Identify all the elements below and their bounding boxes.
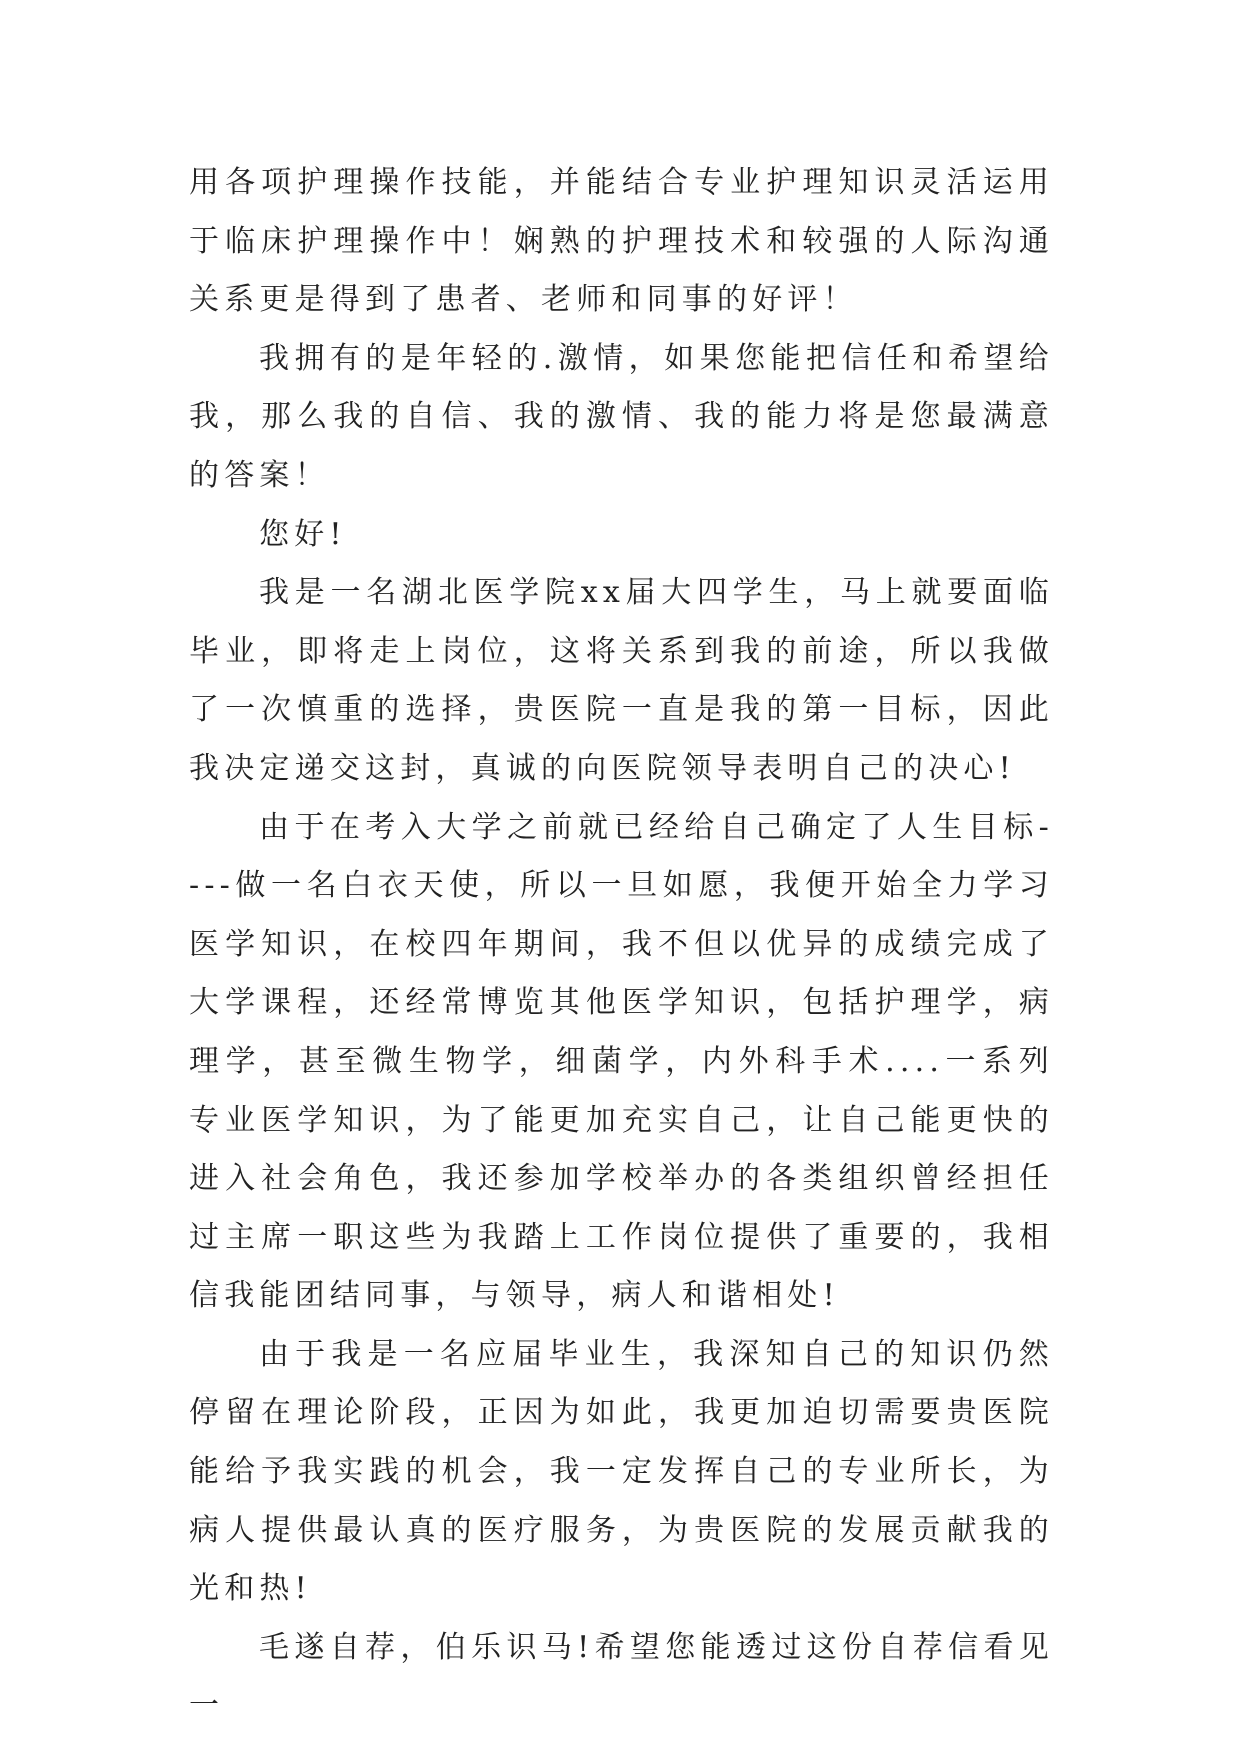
paragraph-closing: 毛遂自荐，伯乐识马!希望您能透过这份自荐信看见一 (189, 1629, 1054, 1724)
letter-body (189, 154, 1054, 1736)
greeting: 您好! (259, 516, 347, 552)
paragraph-skills: 用各项护理操作技能，并能结合专业护理知识灵活运用于临床护理操作中！娴熟的护理技术和较强的人际沟通关系更是得到了患者、老师和同事的好评！ (189, 165, 1054, 318)
paragraph-passion: 我拥有的是年轻的.激情，如果您能把信任和希望给我，那么我的自信、我的激情、我的能力将是您最满意的答案！ (189, 340, 1054, 493)
paragraph-request: 由于我是一名应届毕业生，我深知自己的知识仍然停留在理论阶段，正因为如此，我更加迫切需要贵医院能给予我实践的机会，我一定发挥自己的专业所长，为病人提供最认真的医疗服务，为贵医院的发展贡献我的光和热! (189, 1336, 1054, 1607)
paragraph-introduction: 我是一名湖北医学院xx届大四学生，马上就要面临毕业，即将走上岗位，这将关系到我的前途，所以我做了一次慎重的选择，贵医院一直是我的第一目标，因此我决定递交这封，真诚的向医院领导表明自己的决心! (189, 575, 1054, 786)
paragraph-education: 由于在考入大学之前就已经给自己确定了人生目标----做一名白衣天使，所以一旦如愿，我便开始全力学习医学知识，在校四年期间，我不但以优异的成绩完成了大学课程，还经常博览其他医学知识，包括护理学，病理学，甚至微生物学，细菌学，内外科手术....一系列专业医学知识，为了能更加充实自己，让自己能更快的进入社会角色，我还参加学校举办的各类组织曾经担任过主席一职这些为我踏上工作岗位提供了重要的，我相信我能团结同事，与领导，病人和谐相处! (189, 809, 1054, 1314)
